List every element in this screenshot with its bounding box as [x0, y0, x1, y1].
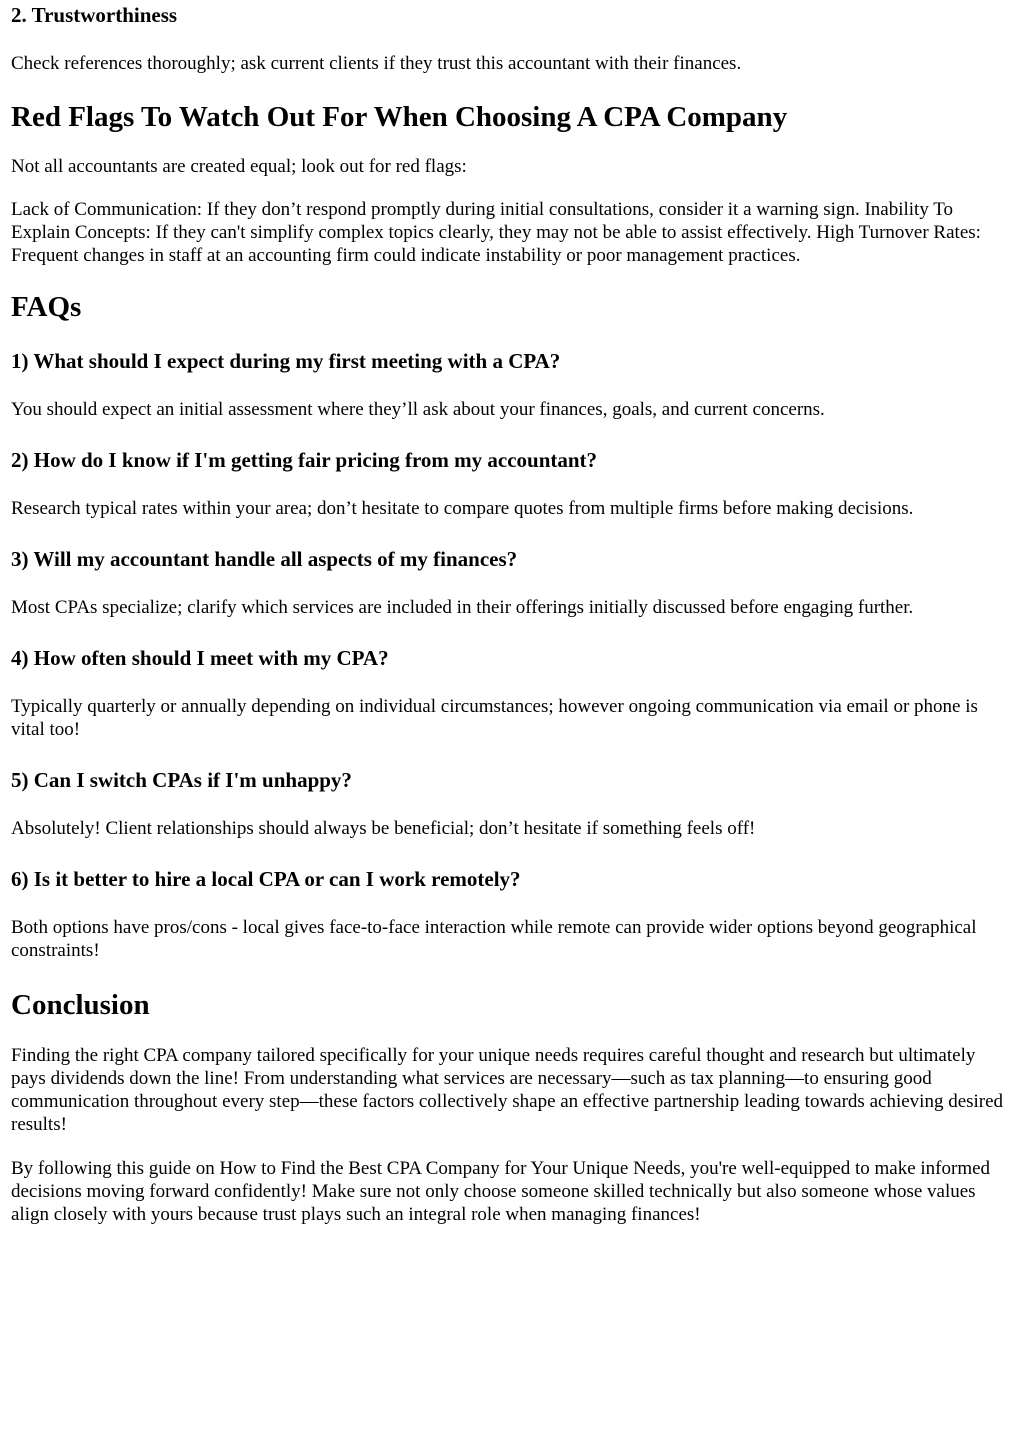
faq-answer: Typically quarterly or annually depending on individual circumstances; however ongoing communication via email or phone is vital too!: [11, 696, 978, 740]
faq-answer: Most CPAs specialize; clarify which services are included in their offerings initially discussed before engaging further.: [11, 597, 914, 618]
faq-answer: Research typical rates within your area; don’t hesitate to compare quotes from multiple firms before making decisions.: [11, 498, 914, 519]
faq-question: 4) How often should I meet with my CPA?: [11, 646, 389, 670]
trustworthiness-text: Check references thoroughly; ask current clients if they trust this accountant with their finances.: [11, 53, 742, 74]
trustworthiness-heading: 2. Trustworthiness: [11, 3, 178, 27]
faq-question: 1) What should I expect during my first meeting with a CPA?: [11, 349, 561, 373]
article-page: [0, 2, 1024, 1226]
faq-answer: You should expect an initial assessment where they’ll ask about your finances, goals, and current concerns.: [11, 399, 825, 420]
conclusion-paragraph: By following this guide on How to Find the Best CPA Company for Your Unique Needs, you're well-equipped to make informed decisions moving forward confidently! Make sure not only choose someone skilled technically but also someone whose values align closely with yours because trust plays such an integral role when managing finances!: [11, 1158, 991, 1225]
faq-question: 6) Is it better to hire a local CPA or can I work remotely?: [11, 867, 521, 891]
faqs-heading: FAQs: [11, 291, 82, 323]
conclusion-heading: Conclusion: [11, 989, 150, 1021]
faq-question: 3) Will my accountant handle all aspects of my finances?: [11, 547, 518, 571]
red-flags-intro: Not all accountants are created equal; look out for red flags:: [11, 156, 467, 177]
conclusion-paragraph: Finding the right CPA company tailored specifically for your unique needs requires careful thought and research but ultimately pays dividends down the line! From understanding what services are necessary—such as tax planning—to ensuring good communication throughout every step—these factors collectively shape an effective partnership leading towards achieving desired results!: [11, 1045, 1004, 1135]
faq-question: 5) Can I switch CPAs if I'm unhappy?: [11, 768, 352, 792]
faq-answer: Both options have pros/cons - local gives face-to-face interaction while remote can provide wider options beyond geographical constraints!: [11, 917, 977, 961]
red-flags-heading: Red Flags To Watch Out For When Choosing A CPA Company: [11, 101, 788, 133]
red-flags-list: Lack of Communication: If they don’t respond promptly during initial consultations, consider it a warning sign. Inability To Explain Concepts: If they can't simplify complex topics clearly, they may not be able to assist effectively. High Turnover Rates: Frequent changes in staff at an accounting firm could indicate instability or poor management practices.: [11, 199, 981, 266]
faq-question: 2) How do I know if I'm getting fair pricing from my accountant?: [11, 448, 598, 472]
faq-answer: Absolutely! Client relationships should always be beneficial; don’t hesitate if something feels off!: [11, 818, 756, 839]
